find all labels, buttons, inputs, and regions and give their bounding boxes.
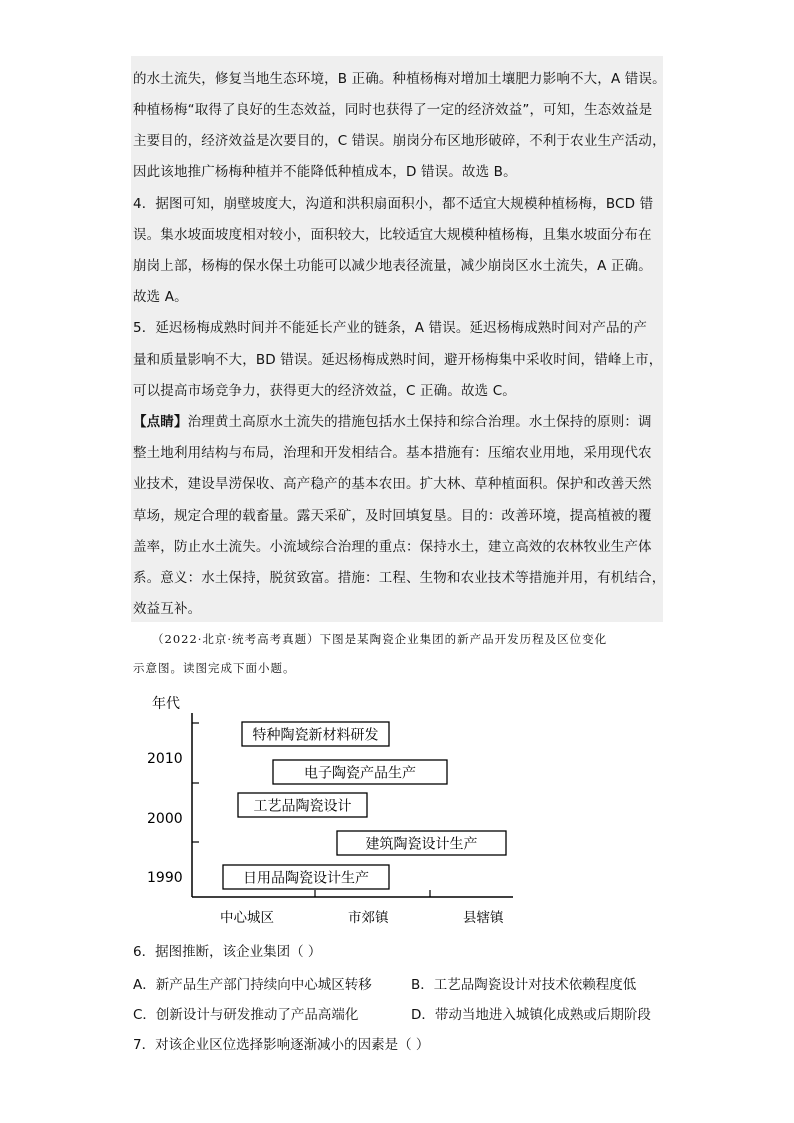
question-intro-line2: 示意图。读图完成下面小题。 [133,661,296,675]
box-label: 电子陶瓷产品生产 [304,765,416,782]
analysis-line: 量和质量影响不大，BD 错误。延迟杨梅成熟时间，避开杨梅集中采收时间，错峰上市， [133,352,663,368]
tip-line: 效益互补。 [133,601,202,617]
analysis-line: 种植杨梅“取得了良好的生态效益，同时也获得了一定的经济效益”，可知，生态效益是 [133,102,653,118]
analysis-line: 可以提高市场竞争力，获得更大的经济效益，C 正确。故选 C。 [133,383,516,399]
x-label: 县辖镇 [463,910,504,926]
tip-line: 整土地利用结构与布局，治理和开发相结合。基本措施有：压缩农业用地，采用现代农 [133,445,652,461]
y-tick-label: 1990 [147,870,183,886]
question-6-stem: 6．据图推断，该企业集团（ ） [133,944,322,960]
x-label: 市郊镇 [348,910,389,926]
analysis-line: 误。集水坡面坡度相对较小，面积较大，比较适宜大规模种植杨梅，且集水坡面分布在 [133,227,652,243]
box-label: 建筑陶瓷设计生产 [365,836,478,853]
tip-line: 系。意义：水土保持，脱贫致富。措施：工程、生物和农业技术等措施并用，有机结合， [133,570,666,586]
tip-text: 治理黄土高原水土流失的措施包括水土保持和综合治理。水土保持的原则：调 [187,414,652,430]
analysis-line: 的水土流失，修复当地生态环境，B 正确。种植杨梅对增加土壤肥力影响不大，A 错误。 [133,71,666,87]
box-label: 工艺品陶瓷设计 [253,798,352,815]
q6-option-d[interactable]: D．带动当地进入城镇化成熟或后期阶段 [411,1007,651,1023]
box-label: 日用品陶瓷设计生产 [243,870,369,887]
question-7-stem: 7．对该企业区位选择影响逐渐减小的因素是（ ） [133,1037,430,1053]
x-label: 中心城区 [220,910,274,926]
analysis-line: 故选 A。 [133,289,188,305]
analysis-line: 主要目的，经济效益是次要目的，C 错误。崩岗分布区地形破碎，不利于农业生产活动， [133,133,666,149]
analysis-line: 崩岗上部，杨梅的保水保土功能可以减少地表径流量，减少崩岗区水土流失，A 正确。 [133,258,652,274]
q6-option-c[interactable]: C．创新设计与研发推动了产品高端化 [133,1007,359,1023]
y-tick-label: 2010 [147,751,183,767]
q6-option-b[interactable]: B．工艺品陶瓷设计对技术依赖程度低 [411,977,637,993]
tip-label: 【点睛】 [133,414,188,430]
analysis-line: 4．据图可知，崩壁坡度大，沟道和洪积扇面积小，都不适宜大规模种植杨梅，BCD 错 [133,196,654,212]
analysis-line: 5．延迟杨梅成熟时间并不能延长产业的链条，A 错误。延迟杨梅成熟时间对产品的产 [133,320,647,336]
box-label: 特种陶瓷新材料研发 [252,727,379,744]
analysis-line: 因此该地推广杨梅种植并不能降低种植成本，D 错误。故选 B。 [133,164,517,180]
question-intro-line1: （2022·北京·统考高考真题）下图是某陶瓷企业集团的新产品开发历程及区位变化 [152,632,608,646]
tip-line: 业技术，建设旱涝保收、高产稳产的基本农田。扩大林、草种植面积。保护和改善天然 [133,476,652,492]
tip-line: 草场，规定合理的载畜量。露天采矿，及时回填复垦。目的：改善环境，提高植被的覆 [133,508,652,524]
y-axis-title: 年代 [152,696,180,712]
q6-option-a[interactable]: A．新产品生产部门持续向中心城区转移 [133,977,372,993]
y-tick-label: 2000 [147,811,183,827]
tip-line: 盖率，防止水土流失。小流域综合治理的重点：保持水土，建立高效的农林牧业生产体 [133,539,652,555]
